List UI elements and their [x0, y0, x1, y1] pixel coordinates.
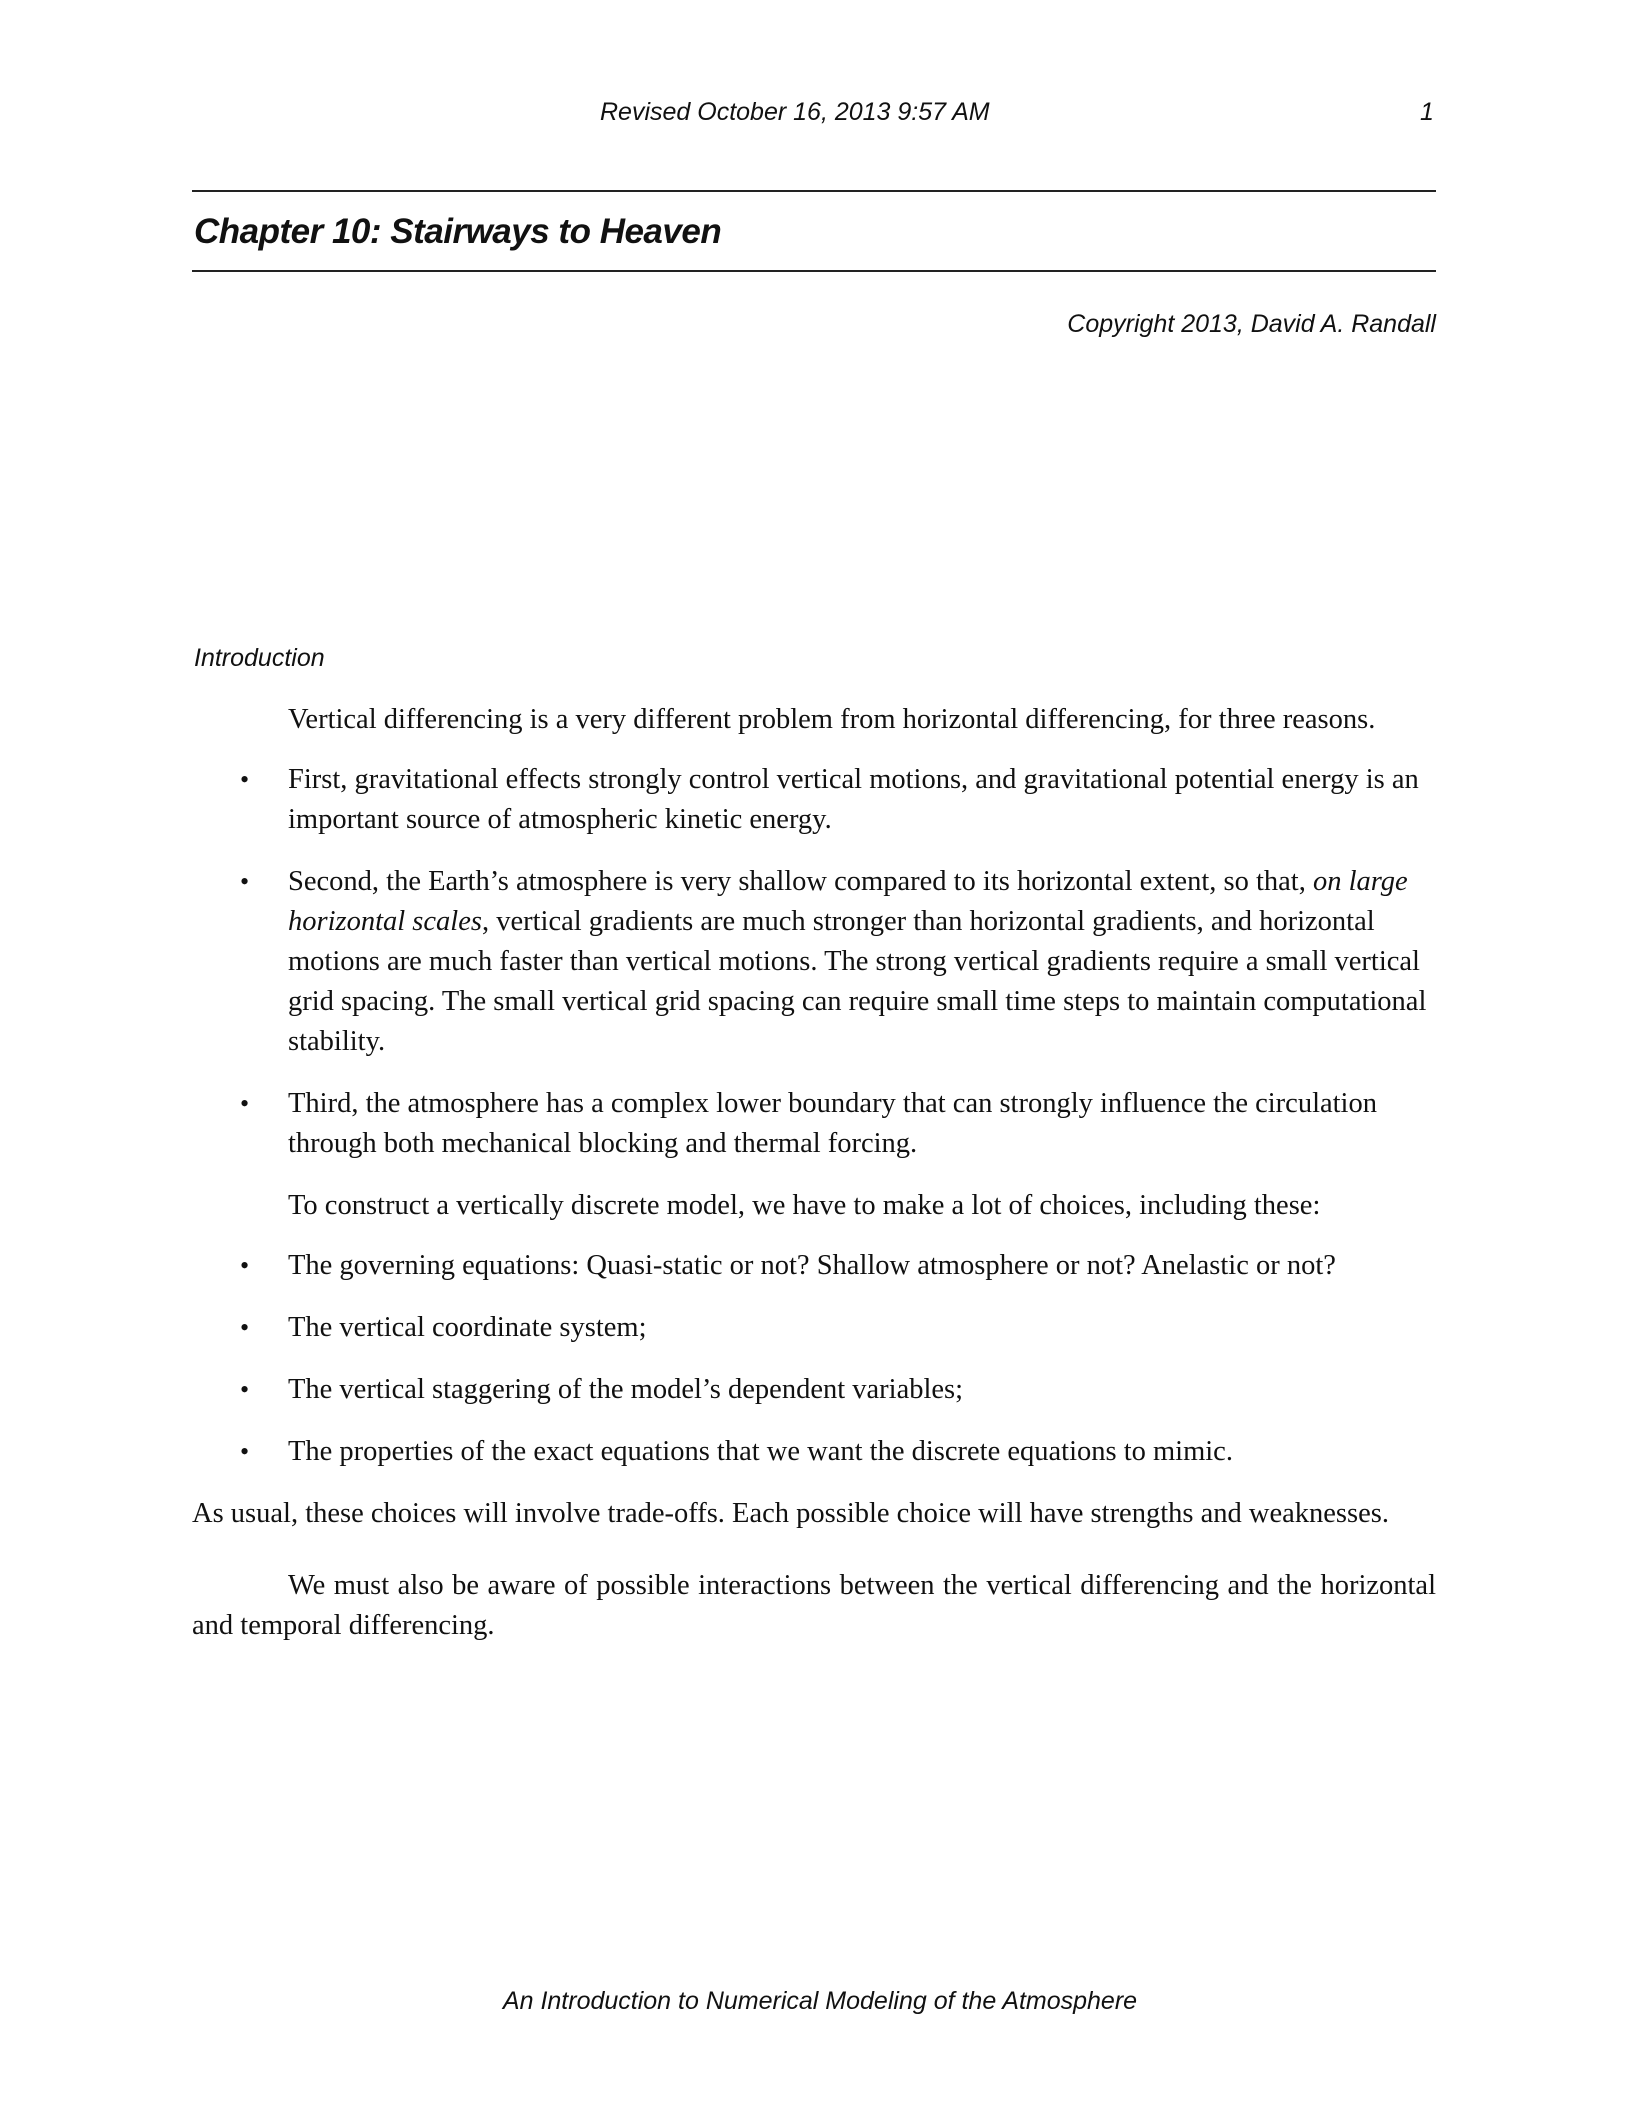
list-item: • The properties of the exact equations that we want the discrete equations to mimic.: [192, 1432, 1436, 1472]
choices-list: [192, 1246, 1436, 1472]
bullet-icon: •: [240, 1375, 250, 1404]
tradeoffs-paragraph: As usual, these choices will involve trade-offs. Each possible choice will have strengths and weaknesses.: [192, 1498, 1389, 1529]
choices-paragraph: To construct a vertically discrete model, we have to make a lot of choices, including these:: [288, 1190, 1321, 1221]
title-rule-top: [192, 190, 1436, 192]
list-item: • Second, the Earth’s atmosphere is very shallow compared to its horizontal extent, so that, on large horizontal scales, vertical gradients are much stronger than horizontal gradients, and horizontal motions are much faster than vertical motions. The strong vertical gradients require a small vertical grid spacing. The small vertical grid spacing can require small time steps to maintain computational stability.: [192, 862, 1436, 1062]
copyright-notice: Copyright 2013, David A. Randall: [1067, 310, 1436, 338]
body-text: [192, 700, 1436, 1646]
running-header: Revised October 16, 2013 9:57 AM: [600, 98, 990, 126]
list-item: • First, gravitational effects strongly control vertical motions, and gravitational potential energy is an important source of atmospheric kinetic energy.: [192, 760, 1436, 840]
bullet-icon: •: [240, 765, 250, 794]
section-heading: Introduction: [194, 644, 325, 672]
interactions-paragraph: We must also be aware of possible interactions between the vertical differencing and the horizontal and temporal differencing.: [192, 1570, 1436, 1641]
title-rule-bottom: [192, 270, 1436, 272]
page-number: 1: [1420, 98, 1434, 126]
list-item: • The vertical staggering of the model’s dependent variables;: [192, 1370, 1436, 1410]
bullet-icon: •: [240, 1251, 250, 1280]
running-footer: An Introduction to Numerical Modeling of the Atmosphere: [502, 1987, 1138, 2015]
bullet-icon: •: [240, 1089, 250, 1118]
intro-paragraph: Vertical differencing is a very different problem from horizontal differencing, for three reasons.: [288, 704, 1376, 735]
list-item: • Third, the atmosphere has a complex lower boundary that can strongly influence the circulation through both mechanical blocking and thermal forcing.: [192, 1084, 1436, 1164]
emphasis-text: on large horizontal scales: [288, 866, 1408, 937]
list-item: • The vertical coordinate system;: [192, 1308, 1436, 1348]
bullet-icon: •: [240, 867, 250, 896]
chapter-title: Chapter 10: Stairways to Heaven: [194, 212, 722, 251]
bullet-icon: •: [240, 1437, 250, 1466]
bullet-icon: •: [240, 1313, 250, 1342]
reasons-list: [192, 760, 1436, 1164]
list-item: • The governing equations: Quasi-static or not? Shallow atmosphere or not? Anelastic or not?: [192, 1246, 1436, 1286]
